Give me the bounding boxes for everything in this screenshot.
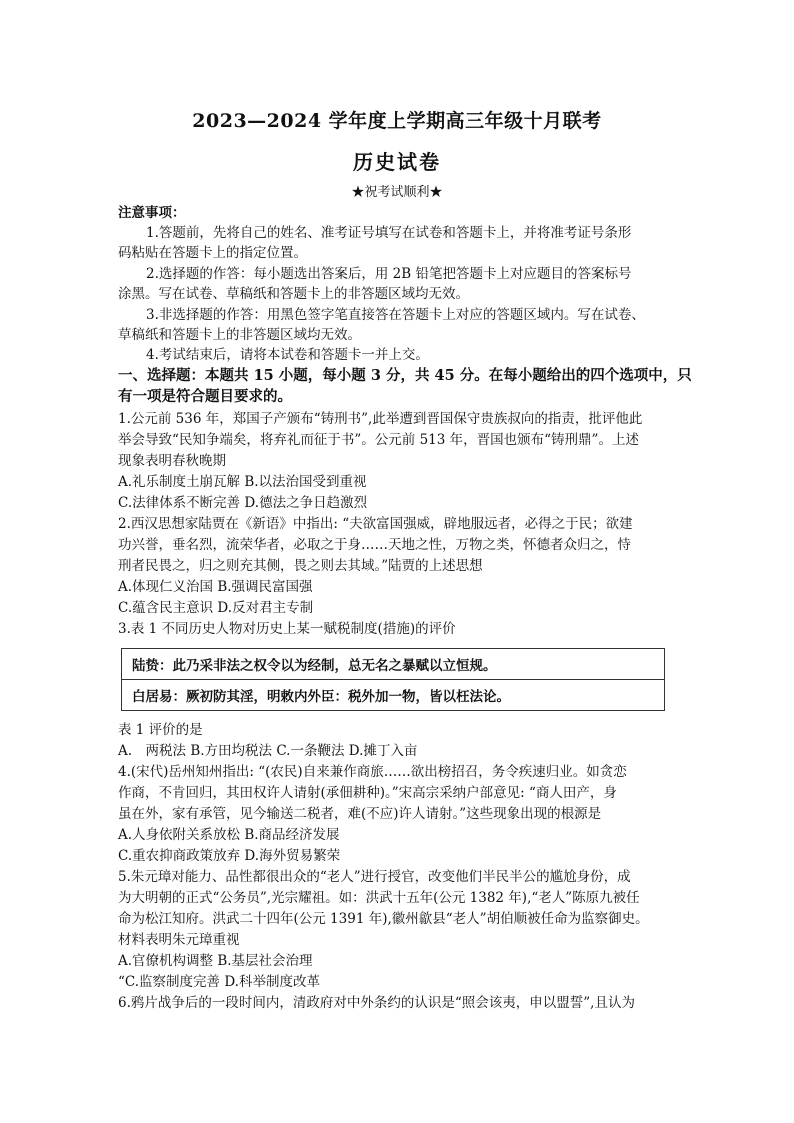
table-row bbox=[122, 649, 665, 680]
option-line: A.官僚机构调整 B.基层社会治理 bbox=[118, 953, 313, 969]
question-line: 作商，不肯回归，其田权许人请射(承佃耕种)。”宋高宗采纳户部意见: “商人田产，身 bbox=[118, 785, 617, 801]
notes-heading: 注意事项： bbox=[118, 205, 186, 221]
note-line: 码粘贴在答题卡上的指定位置。 bbox=[118, 245, 307, 261]
option-line: C.重农抑商政策放弃 D.海外贸易繁荣 bbox=[118, 848, 341, 864]
question-line: 6.鸦片战争后的一段时间内，清政府对中外条约的认识是“照会该夷，申以盟誓”,且认为 bbox=[118, 995, 635, 1011]
question-line: 2.西汉思想家陆贾在《新语》中指出: “夫欲富国强威，辟地服远者，必得之于民；欲建 bbox=[118, 516, 633, 532]
section-heading: 一、选择题：本题共 15 小题，每小题 3 分，共 45 分。在每小题给出的四个选项中，只 bbox=[118, 367, 692, 384]
section-heading-cont: 有一项是符合题目要求的。 bbox=[118, 388, 292, 405]
option-line: C.法律体系不断完善 D.德法之争日趋激烈 bbox=[118, 495, 368, 511]
question-line: 1.公元前 536 年，郑国子产颁布“铸刑书”,此举遭到晋国保守贵族叔向的指责，批评他此 bbox=[118, 411, 643, 427]
question-line: 为大明朝的正式“公务员”,光宗耀祖。如：洪武十五年(公元 1382 年),“老人”陈原九被任 bbox=[118, 890, 640, 906]
exam-title: 2023—2024 学年度上学期高三年级十月联考 bbox=[192, 110, 602, 132]
question-line: 表 1 评价的是 bbox=[118, 722, 203, 738]
table-row bbox=[122, 680, 665, 711]
question-line: 材料表明朱元璋重视 bbox=[118, 932, 240, 948]
note-line: 3.非选择题的作答：用黑色签字笔直接答在答题卡上对应的答题区域内。写在试卷、 bbox=[146, 307, 645, 323]
exam-subtitle: 历史试卷 bbox=[353, 150, 441, 174]
question-line: 刑者民畏之，归之则充其侧，畏之则去其域。”陆贾的上述思想 bbox=[118, 558, 483, 574]
note-line: 草稿纸和答题卡上的非答题区域均无效。 bbox=[118, 327, 361, 343]
note-line: 2.选择题的作答：每小题选出答案后，用 2B 铅笔把答题卡上对应题目的答案标号 bbox=[146, 266, 632, 282]
question-line: 4.(宋代)岳州知州指出: “(农民)自来兼作商旅……欲出榜招召，务令疾速归业。如贪恋 bbox=[118, 764, 627, 780]
evaluation-table bbox=[121, 648, 665, 711]
question-line: 现象表明春秋晚期 bbox=[118, 453, 226, 469]
note-line: 4.考试结束后，请将本试卷和答题卡一并上交。 bbox=[146, 347, 429, 363]
option-line: A.礼乐制度土崩瓦解 B.以法治国受到重视 bbox=[118, 474, 367, 490]
note-line: 1.答题前，先将自己的姓名、准考证号填写在试卷和答题卡上，并将准考证号条形 bbox=[146, 225, 632, 241]
note-line: 涂黑。写在试卷、草稿纸和答题卡上的非答题区域均无效。 bbox=[118, 286, 469, 302]
question-line: 功兴誉，垂名烈，流荣华者，必取之于身……天地之性，万物之类，怀德者众归之，恃 bbox=[118, 537, 631, 553]
table-cell: 白居易：厥初防其淫，明敕内外臣：税外加一物，皆以枉法论。 bbox=[122, 680, 665, 711]
option-line: A.体现仁义治国 B.强调民富国强 bbox=[118, 579, 313, 595]
option-line: A. 两税法 B.方田均税法 C.一条鞭法 D.摊丁入亩 bbox=[118, 743, 418, 759]
option-line: A.人身依附关系放松 B.商品经济发展 bbox=[118, 827, 340, 843]
question-line: 虽在外，家有承管，见今输送二税者，难(不应)许人请射。”这些现象出现的根源是 bbox=[118, 806, 602, 822]
question-line: 5.朱元璋对能力、品性都很出众的“老人”进行授官，改变他们半民半公的尴尬身份，成 bbox=[118, 869, 631, 885]
table-cell: 陆贽：此乃采非法之权令以为经制，总无名之暴赋以立恒规。 bbox=[122, 649, 665, 680]
option-line: “C.监察制度完善 D.科举制度改革 bbox=[118, 974, 320, 990]
question-line: 3.表 1 不同历史人物对历史上某一赋税制度(措施)的评价 bbox=[118, 621, 456, 637]
question-line: 命为松江知府。洪武二十四年(公元 1391 年),徽州歙县“老人”胡伯顺被任命为监察御史。 bbox=[118, 911, 649, 927]
option-line: C.蕴含民主意识 D.反对君主专制 bbox=[118, 600, 314, 616]
question-line: 举会导致“民知争端矣，将弃礼而征于书”。公元前 513 年，晋国也颁布“铸刑鼎”。上述 bbox=[118, 432, 639, 448]
good-luck-line: ★祝考试顺利★ bbox=[351, 185, 443, 200]
